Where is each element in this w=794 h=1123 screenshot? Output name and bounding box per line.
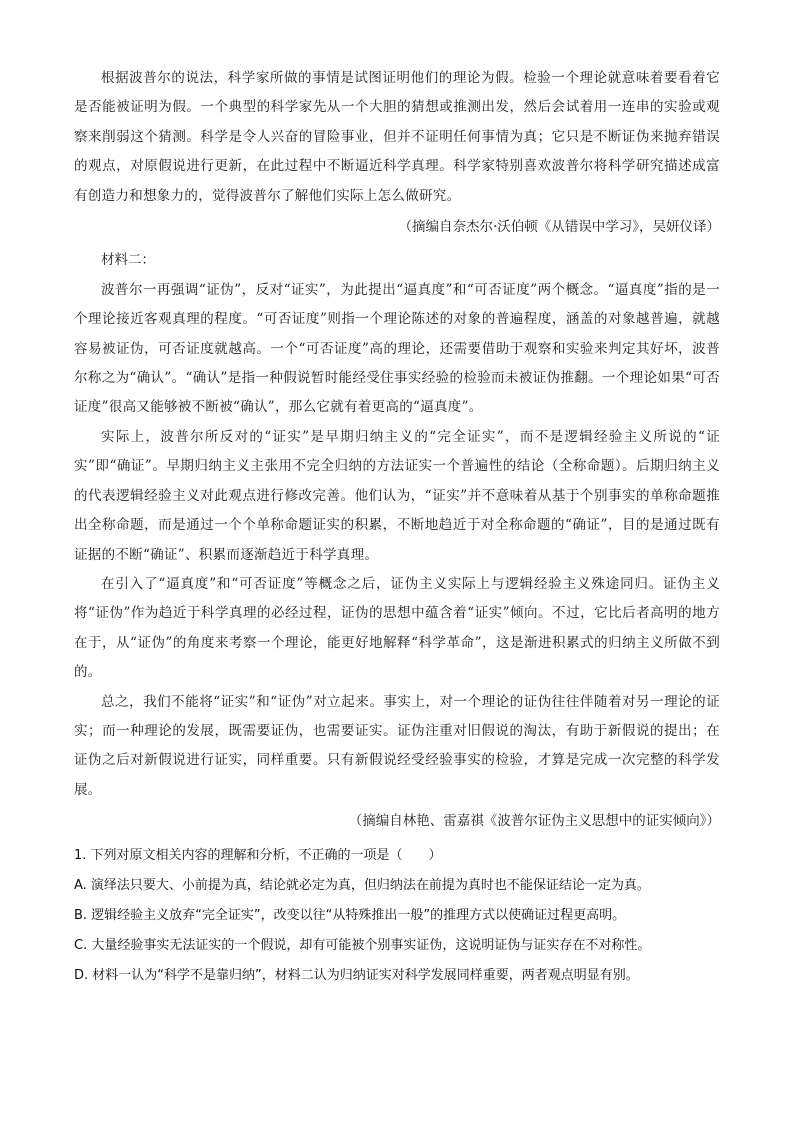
- material2-paragraph-4: 总之，我们不能将“证实”和“证伪”对立起来。事实上，对一个理论的证伪往往伴随着对另一理论的证实；而一种理论的发展，既需要证伪，也需要证实。证伪注重对旧假说的淘汰，有助于新假说的提出；在证伪之后对新假说进行证实，同样重要。只有新假说经受经验事实的检验，才算是完成一次完整的科学发展。: [74, 693, 720, 798]
- question-stem: 1. 下列对原文相关内容的理解和分析，不正确的一项是（ ）: [74, 847, 442, 863]
- option-c: C. 大量经验事实无法证实的一个假说，却有可能被个别事实证伪，这说明证伪与证实存在不对称性。: [74, 937, 651, 953]
- material2-paragraph-2: 实际上，波普尔所反对的“证实”是早期归纳主义的“完全证实”，而不是逻辑经验主义所说的“证实”即“确证”。早期归纳主义主张用不完全归纳的方法证实一个普遍性的结论（全称命题）。后期归纳主义的代表逻辑经验主义对此观点进行修改完善。他们认为，“证实”并不意味着从基于个别事实的单称命题推出全称命题，而是通过一个个单称命题证实的积累，不断地趋近于对全称命题的“确证”，目的是通过既有证据的不断“确证”、积累而逐渐趋近于科学真理。: [74, 428, 720, 563]
- material2-source: （摘编自林艳、雷嘉祺《波普尔证伪主义思想中的证实倾向》）: [348, 813, 720, 830]
- material1-paragraph: 根据波普尔的说法，科学家所做的事情是试图证明他们的理论为假。检验一个理论就意味着要看着它是否能被证明为假。一个典型的科学家先从一个大胆的猜想或推测出发，然后会试着用一连串的实验或观察来削弱这个猜测。科学是令人兴奋的冒险事业，但并不证明任何事情为真；它只是不断证伪来抛弃错误的观点，对原假说进行更新，在此过程中不断逼近科学真理。科学家特别喜欢波普尔将科学研究描述成富有创造力和想象力的，觉得波普尔了解他们实际上怎么做研究。: [74, 70, 720, 204]
- option-a: A. 演绎法只要大、小前提为真，结论就必定为真，但归纳法在前提为真时也不能保证结论一定为真。: [74, 877, 650, 893]
- material2-heading: 材料二：: [101, 252, 155, 269]
- material2-paragraph-3: 在引入了“逼真度”和“可否证度”等概念之后，证伪主义实际上与逻辑经验主义殊途同归。证伪主义将“证伪”作为趋近于科学真理的必经过程，证伪的思想中蕴含着“证实”倾向。不过，它比后者高明的地方在于，从“证伪”的角度来考察一个理论，能更好地解释“科学革命”，这是渐进积累式的归纳主义所做不到的。: [74, 575, 720, 681]
- option-b: B. 逻辑经验主义放弃“完全证实”，改变以往“从特殊推出一般”的推理方式以使确证过程更高明。: [74, 907, 626, 923]
- option-d: D. 材料一认为“科学不是靠归纳”，材料二认为归纳证实对科学发展同样重要，两者观点明显有别。: [74, 967, 639, 983]
- material2-paragraph-1: 波普尔一再强调“证伪”，反对“证实”，为此提出“逼真度”和“可否证度”两个概念。“逼真度”指的是一个理论接近客观真理的程度。“可否证度”则指一个理论陈述的对象的普遍程度，涵盖的对象越普遍，就越容易被证伪，可否证度就越高。一个“可否证度”高的理论，还需要借助于观察和实验来判定其好坏，波普尔称之为“确认”。“确认”是指一种假说暂时能经受住事实经验的检验而未被证伪推翻。一个理论如果“可否证度”很高又能够被不断被“确认”，那么它就有着更高的“逼真度”。: [74, 281, 720, 416]
- material1-source: （摘编自奈杰尔·沃伯顿《从错误中学习》，吴妍仪译）: [398, 219, 720, 236]
